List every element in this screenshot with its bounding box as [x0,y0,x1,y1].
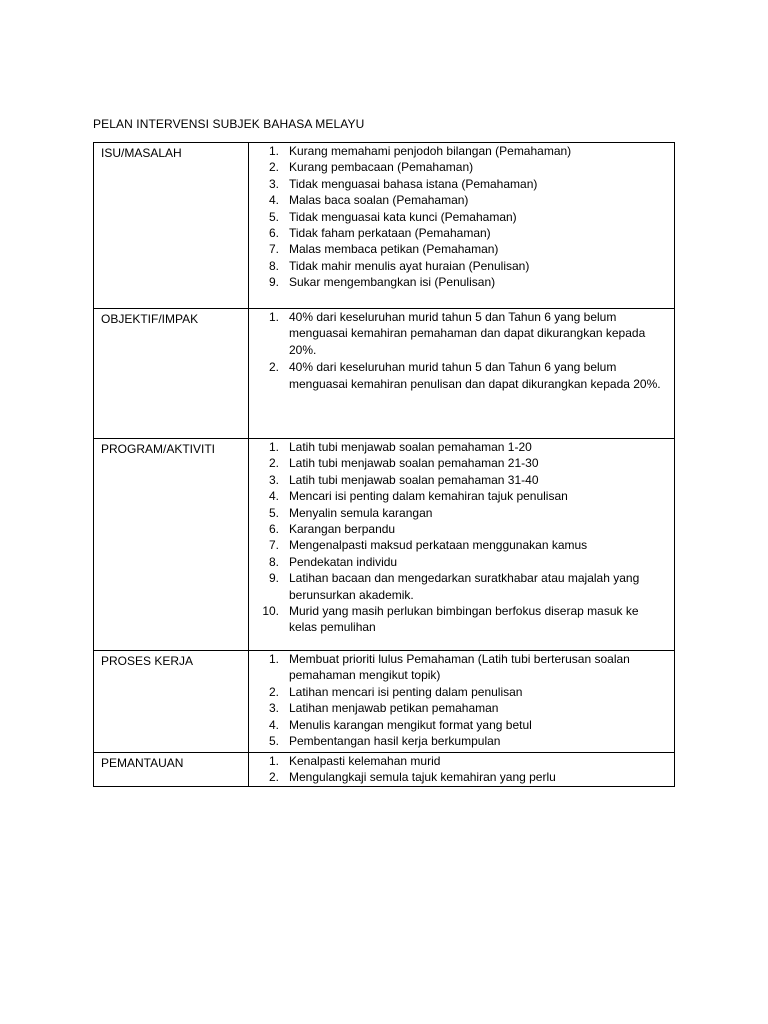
table-row-isu-masalah [94,143,675,309]
list-item: 1. Latih tubi menjawab soalan pemahaman 1-20 [268,440,532,454]
row-content [249,753,675,787]
program-list [249,439,666,636]
list-item: 8. Pendekatan individu [268,554,398,569]
row-label: PROSES KERJA [94,651,249,753]
table-row-program-aktiviti [94,439,675,651]
list-item: 1. 40% dari keseluruhan murid tahun 5 dan Tahun 6 yang belum menguasai kemahiran pemahaman dan dapat dikurangkan kepada 20%. [268,310,646,357]
list-item: 1. Kenalpasti kelemahan murid [268,754,441,768]
list-item: 8. Tidak mahir menulis ayat huraian (Penulisan) [268,258,530,273]
list-item: 3. Latihan menjawab petikan pemahaman [268,701,499,716]
list-item: 6. Karangan berpandu [268,522,396,537]
list-item: 2. Kurang pembacaan (Pemahaman) [268,160,474,175]
list-item: 4. Menulis karangan mengikut format yang betul [268,717,532,732]
list-item: 3. Latih tubi menjawab soalan pemahaman 31-40 [268,472,539,487]
list-item: 5. Menyalin semula karangan [268,505,433,520]
row-label: PEMANTAUAN [94,753,249,787]
table-row-objektif-impak [94,309,675,439]
list-item: 2. 40% dari keseluruhan murid tahun 5 dan Tahun 6 yang belum menguasai kemahiran penulisan dan dapat dikurangkan kepada 20%. [268,360,661,391]
row-label: OBJEKTIF/IMPAK [94,309,249,439]
list-item: 7. Mengenalpasti maksud perkataan menggunakan kamus [268,538,588,553]
row-label: PROGRAM/AKTIVITI [94,439,249,651]
list-item: 7. Malas membaca petikan (Pemahaman) [268,242,499,257]
list-item: 9. Latihan bacaan dan mengedarkan suratkhabar atau majalah yang berunsurkan akademik. [268,571,640,602]
list-item: 6. Tidak faham perkataan (Pemahaman) [268,226,491,241]
objective-list [249,309,666,392]
monitoring-list [249,753,666,786]
list-item: 2. Latihan mencari isi penting dalam penulisan [268,684,523,699]
list-item: 10. Murid yang masih perlukan bimbingan berfokus diserap masuk ke kelas pemulihan [262,604,639,635]
list-item: 4. Malas baca soalan (Pemahaman) [268,193,469,208]
row-content [249,309,675,439]
list-item: 3. Tidak menguasai bahasa istana (Pemahaman) [268,176,538,191]
list-item: 2. Mengulangkaji semula tajuk kemahiran yang perlu [268,770,556,785]
intervention-plan-table [93,142,675,787]
list-item: 4. Mencari isi penting dalam kemahiran tajuk penulisan [268,489,568,504]
list-item: 5. Tidak menguasai kata kunci (Pemahaman) [268,209,517,224]
process-list [249,651,666,749]
row-label: ISU/MASALAH [94,143,249,309]
list-item: 9. Sukar mengembangkan isi (Penulisan) [268,275,496,290]
table-row-proses-kerja [94,651,675,753]
row-content [249,439,675,651]
row-content [249,651,675,753]
row-content [249,143,675,309]
table-row-pemantauan [94,753,675,787]
list-item: 1. Kurang memahami penjodoh bilangan (Pemahaman) [268,144,572,158]
list-item: 5. Pembentangan hasil kerja berkumpulan [268,734,501,749]
document-title: PELAN INTERVENSI SUBJEK BAHASA MELAYU [93,117,365,131]
issue-list [249,143,666,291]
list-item: 1. Membuat prioriti lulus Pemahaman (Latih tubi berterusan soalan pemahaman mengikut topik) [268,652,630,683]
list-item: 2. Latih tubi menjawab soalan pemahaman 21-30 [268,456,539,471]
